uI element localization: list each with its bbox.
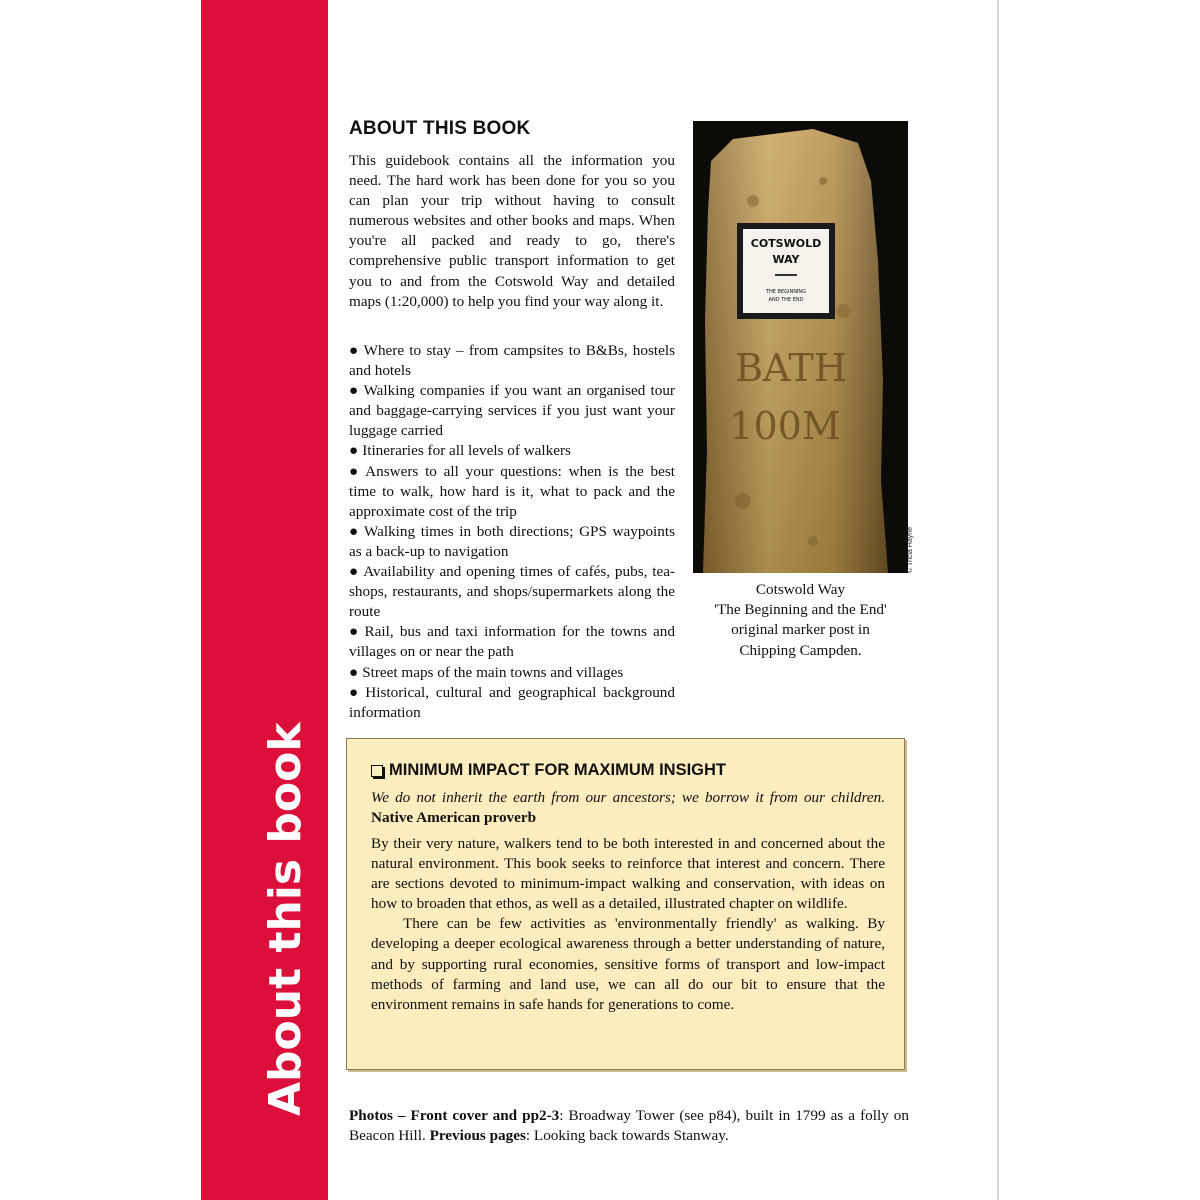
section-side-title: About this book — [260, 722, 311, 1116]
photo-credit: © Tricia Hayne — [907, 526, 914, 573]
quote-source: Native American proverb — [371, 809, 537, 827]
feature-item — [349, 522, 675, 562]
box-paragraph: There can be few activities as 'environmentally friendly' as walking. By developing a deeper ecological awareness through a better understanding of nature, and by supporting rural economies, sensitive forms of transport and low-impact methods of farming and land use, we can all do our bit to ensure that the environment remains in safe hands for generations to come. — [371, 915, 885, 1013]
feature-item — [349, 622, 675, 662]
box-title — [371, 761, 726, 780]
photos-label-1: Photos – Front cover and pp2-3 — [349, 1107, 560, 1124]
feature-item — [349, 663, 675, 683]
feature-text: Availability and opening times of cafés, pubs, tea-shops, restaurants, and shops/supermarkets along the route — [349, 563, 675, 621]
feature-item — [349, 562, 675, 622]
feature-list — [349, 341, 675, 723]
plaque-line-4: AND THE END — [768, 297, 804, 303]
feature-text: Itineraries for all levels of walkers — [362, 442, 571, 460]
bullet-icon: ● — [349, 683, 362, 701]
about-intro: This guidebook contains all the information you need. The hard work has been done for you so you can plan your trip without having to consult numerous websites and other books and maps. When you're all packed and ready to go, there's comprehensive public transport information to get you to and from the Cotswold Way and detailed maps (1:20,000) to help you find your way along it. — [349, 152, 675, 310]
feature-text: Street maps of the main towns and villages — [362, 663, 624, 681]
photos-label-2: Previous pages — [429, 1127, 526, 1145]
feature-item — [349, 441, 675, 461]
feature-item — [349, 462, 675, 522]
bullet-icon: ● — [349, 623, 361, 641]
feature-item — [349, 381, 675, 441]
feature-text: Where to stay – from campsites to B&Bs, hostels and hotels — [349, 342, 675, 380]
caption-line: 'The Beginning and the End' — [714, 601, 887, 619]
feature-text: Historical, cultural and geographical background information — [349, 683, 675, 721]
plaque-line-3: THE BEGINNING — [765, 289, 807, 295]
about-heading: ABOUT THIS BOOK — [349, 118, 531, 139]
photo-caption — [693, 580, 908, 661]
bullet-icon: ● — [349, 522, 361, 540]
photos-text-2: : Looking back towards Stanway. — [525, 1127, 729, 1145]
bullet-icon: ● — [349, 382, 360, 400]
page-edge — [997, 0, 999, 1200]
feature-text: Rail, bus and taxi information for the towns and villages on or near the path — [349, 623, 675, 661]
box-paragraph: By their very nature, walkers tend to be both interested in and concerned about the natural environment. This book seeks to reinforce that interest and concern. There are sections devoted to minimum-impact walking and conservation, with ideas on how to broaden that ethos, as well as a detailed, illustrated chapter on wildlife. — [371, 835, 885, 913]
feature-item — [349, 341, 675, 381]
quote-text: We do not inherit the earth from our ancestors; we borrow it from our children. — [371, 789, 885, 806]
feature-text: Walking times in both directions; GPS waypoints as a back-up to navigation — [349, 522, 675, 560]
box-title-text: MINIMUM IMPACT FOR MAXIMUM INSIGHT — [389, 761, 726, 779]
feature-text: Answers to all your questions: when is the best time to walk, how hard is it, what to pack and the approximate cost of the trip — [349, 462, 675, 520]
caption-line: Chipping Campden. — [739, 641, 862, 659]
bullet-icon: ● — [349, 663, 359, 681]
photos-text-1: : Broadway Tower (see p84), built in 1799 as a folly on Beacon Hill. — [349, 1107, 909, 1145]
photos-note — [349, 1106, 909, 1146]
carving-line-2: 100M — [729, 404, 841, 448]
bullet-icon: ● — [349, 462, 362, 480]
feature-item — [349, 683, 675, 723]
bullet-icon: ● — [349, 442, 359, 460]
carving-line-1: BATH — [735, 346, 847, 390]
bullet-icon: ● — [349, 342, 360, 359]
plaque-line-2: WAY — [772, 253, 800, 266]
caption-line: original marker post in — [731, 621, 870, 639]
marker-post-photo — [693, 121, 908, 573]
bullet-icon: ● — [349, 563, 360, 581]
caption-line: Cotswold Way — [755, 581, 846, 598]
stone-marker-illustration — [693, 121, 908, 573]
feature-text: Walking companies if you want an organised tour and baggage-carrying services if you just want your luggage carried — [349, 382, 675, 440]
proverb-quote — [371, 788, 885, 828]
plaque-line-1: COTSWOLD — [750, 237, 822, 250]
minimum-impact-box — [346, 738, 905, 1070]
checkbox-icon — [371, 765, 383, 777]
box-body — [371, 834, 885, 1015]
